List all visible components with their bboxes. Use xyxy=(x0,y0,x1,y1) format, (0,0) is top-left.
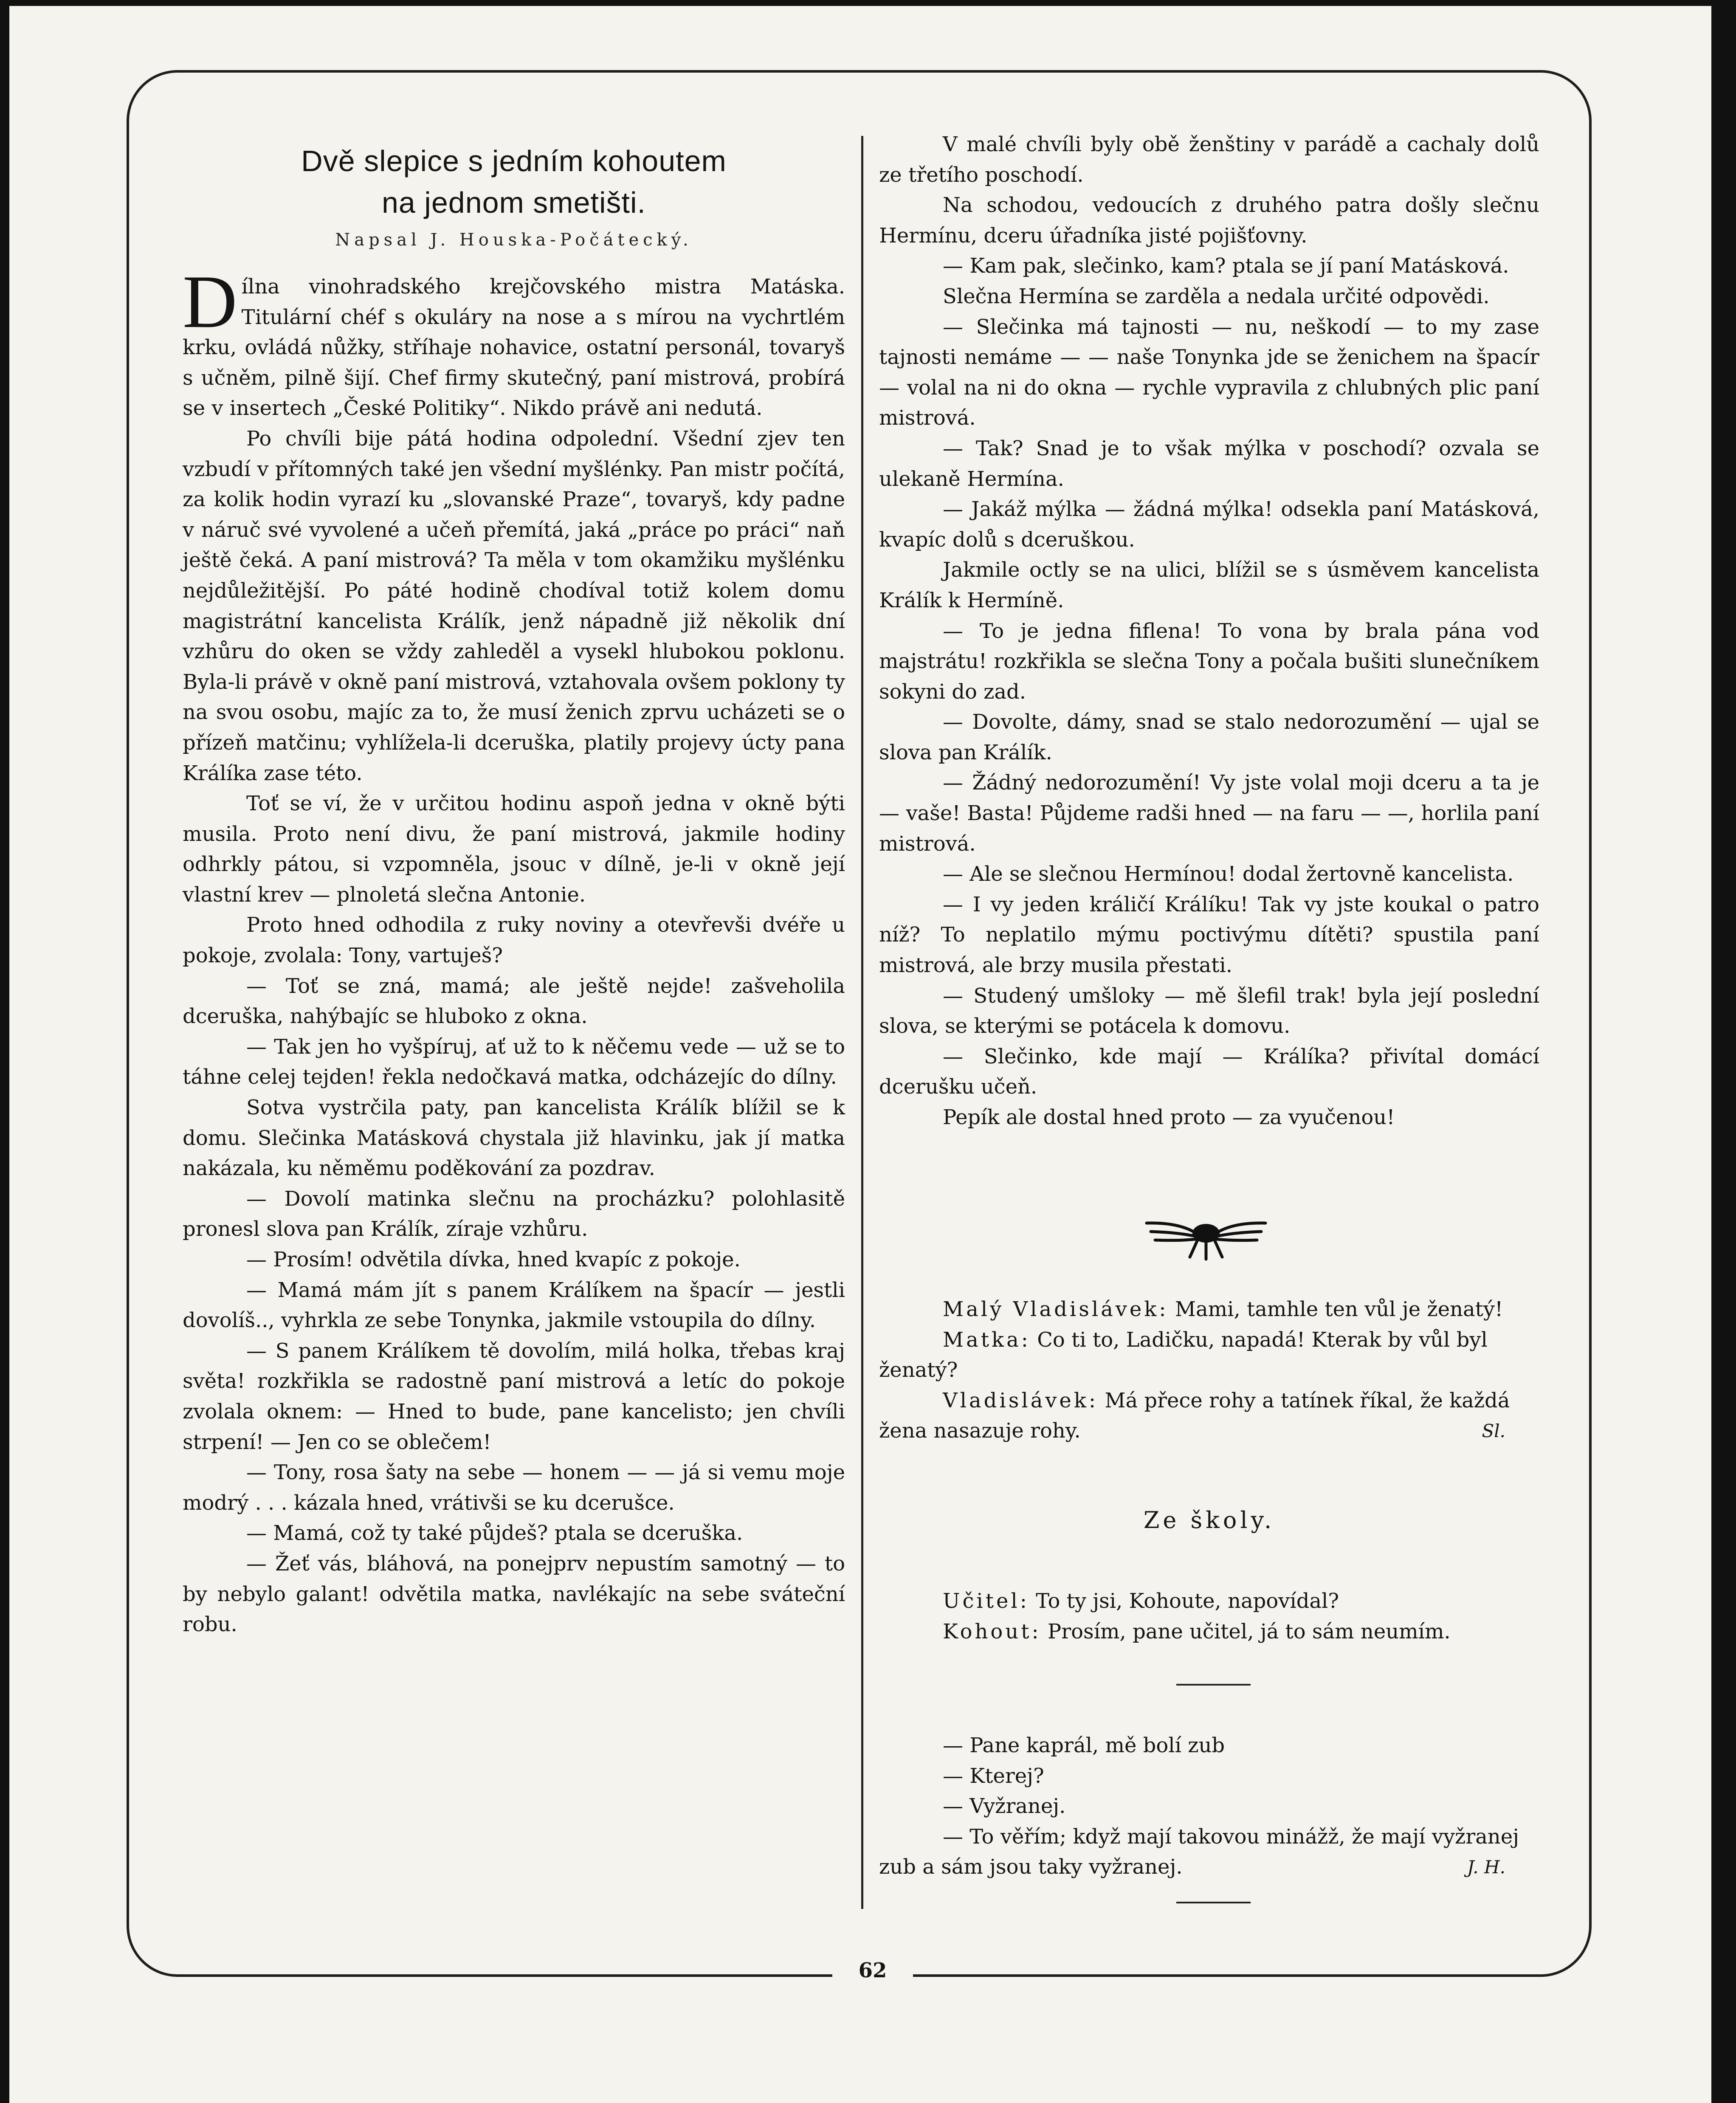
paragraph: Toť se ví, že v určitou hodinu aspoň jedna v okně býti musila. Proto není divu, že paní mistrová, jakmile hodiny odhrkly pátou, si vzpomněla, jsouc v dílně, je-li v okně její vlastní krev — plnoletá slečna Antonie. xyxy=(183,792,845,907)
paragraph: — Slečinka má tajnosti — nu, neškodí — to my zase tajnosti nemáme — — naše Tonynka jde se ženichem na špacír — volal na ni do okna — rychle vypravila z chlubných plic paní mistrová. xyxy=(879,315,1539,430)
signature: Sl. xyxy=(1482,1421,1505,1442)
dialogue-line xyxy=(879,1617,1539,1647)
paragraph: — Kam pak, slečinko, kam? ptala se jí paní Matásková. xyxy=(943,254,1509,278)
paragraph: Slečna Hermína se zarděla a nedala určité odpovědi. xyxy=(943,284,1490,308)
paragraph: — Dovolí matinka slečnu na procházku? polohlasitě pronesl slova pan Králík, zíraje vzhůru. xyxy=(183,1187,845,1241)
dialogue-line xyxy=(879,1325,1539,1386)
paragraph: — Toť se zná, mamá; ale ještě nejde! zašveholila dceruška, nahýbajíc se hluboko z okna. xyxy=(183,974,845,1029)
paragraph: Na schodou, vedoucích z druhého patra došly slečnu Hermínu, dceru úřadníka jisté pojišťovny. xyxy=(879,193,1539,248)
drop-cap: D xyxy=(183,259,237,344)
paragraph: — Žádný nedorozumění! Vy jste volal moji dceru a ta je — vaše! Basta! Půjdeme radši hned — na faru — —, horlila paní mistrová. xyxy=(879,771,1539,856)
paragraph: — Tony, rosa šaty na sebe — honem — — já si vemu moje modrý . . . kázala hned, vrátivši se ku dcerušce. xyxy=(183,1460,845,1515)
paragraph: — I vy jeden králičí Králíku! Tak vy jste koukal o patro níž? To neplatilo mýmu poctivýmu dítěti? spustila paní mistrová, ale brzy musila přestati. xyxy=(879,892,1539,978)
dialogue-line: — Pane kaprál, mě bolí zub xyxy=(943,1734,1225,1757)
paragraph: — Ale se slečnou Hermínou! dodal žertovně kancelista. xyxy=(943,862,1514,886)
paragraph: Jakmile octly se na ulici, blížil se s úsměvem kancelista Králík k Hermíně. xyxy=(879,558,1539,612)
signature: J. H. xyxy=(1467,1857,1505,1878)
paragraph: — Prosím! odvětila dívka, hned kvapíc z pokoje. xyxy=(246,1248,741,1271)
dialogue-line xyxy=(879,1586,1539,1617)
paragraph: Proto hned odhodila z ruky noviny a otevřevši dvéře u pokoje, zvolala: Tony, vartuješ? xyxy=(183,913,845,968)
section-title: Ze školy. xyxy=(1143,1507,1275,1534)
paragraph: — Slečinko, kde mají — Králíka? přivítal domácí dcerušku učeň. xyxy=(879,1044,1539,1099)
byline: Napsal J. Houska-Počátecký. xyxy=(335,230,693,250)
title-line-2: na jednom smetišti. xyxy=(381,186,646,219)
speaker: Učitel: xyxy=(943,1589,1029,1613)
paragraph: Sotva vystrčila paty, pan kancelista Králík blížil se k domu. Slečinka Matásková chystala již hlavinku, jak jí matka nakázala, ku něměmu poděkování za pozdrav. xyxy=(183,1096,845,1181)
separator-rule xyxy=(1176,1684,1251,1686)
speaker: Malý Vladislávek: xyxy=(943,1297,1169,1321)
anecdote-ze-skoly xyxy=(879,1586,1539,1647)
paragraph: — Mamá mám jít s panem Králíkem na špacír — jestli dovolíš.., vyhrkla ze sebe Tonynka, jakmile vstoupila do dílny. xyxy=(183,1278,845,1333)
line-text: To ty jsi, Kohoute, napovídal? xyxy=(1029,1589,1339,1613)
paragraph: — Tak? Snad je to však mýlka v poschodí? ozvala se ulekaně Hermína. xyxy=(879,436,1539,491)
line-text: Prosím, pane učitel, já to sám neumím. xyxy=(1041,1619,1451,1643)
line-text: Má přece rohy a tatínek říkal, že každá žena nasazuje rohy. xyxy=(879,1388,1510,1443)
title-line-1: Dvě slepice s jedním kohoutem xyxy=(301,144,727,178)
speaker: Kohout: xyxy=(943,1619,1041,1643)
paragraph: — To je jedna fiflena! To vona by brala pána vod majstrátu! rozkřikla se slečna Tony a počala bušiti slunečníkem sokyni do zad. xyxy=(879,619,1539,704)
anecdote-kapral xyxy=(879,1731,1539,1883)
paragraph: — S panem Králíkem tě dovolím, milá holka, třebas kraj světa! rozkřikla se radostně paní mistrová a letíc do pokoje zvolala oknem: — Hned to bude, pane kancelisto; jen chvíli strpení! — Jen co se oblečem! xyxy=(183,1339,845,1454)
paragraph: — Mamá, což ty také půjdeš? ptala se dceruška. xyxy=(246,1521,743,1545)
line-text: Co ti to, Ladičku, napadá! Kterak by vůl byl ženatý? xyxy=(879,1328,1488,1382)
paragraph: Pepík ale dostal hned proto — za vyučenou! xyxy=(943,1105,1395,1129)
speaker: Matka: xyxy=(943,1328,1031,1352)
dialogue-line xyxy=(879,1294,1539,1325)
line-text: Mami, tamhle ten vůl je ženatý! xyxy=(1168,1297,1503,1321)
scan-border-top xyxy=(0,0,1736,6)
dialogue-line xyxy=(879,1386,1539,1446)
first-paragraph-text: ílna vinohradského krejčovského mistra Matáska. Titulární chéf s okuláry na nose a s mírou na vychrtlém krku, ovládá nůžky, stříhaje nohavice, ostatní personál, tovaryš s učněm, pilně šijí. Chef firmy skutečný, paní mistrová, probírá se v insertech „České Politiky“. Nikdo právě ani nedutá. xyxy=(183,275,845,420)
anecdote-vladislavek xyxy=(879,1294,1539,1446)
speaker: Vladislávek: xyxy=(943,1388,1099,1412)
column-divider xyxy=(861,136,863,1909)
article-body xyxy=(183,259,845,1640)
paragraph: — Žeť vás, bláhová, na ponejprv nepustím samotný — to by nebylo galant! odvětila matka, navlékajíc na sebe sváteční robu. xyxy=(183,1551,845,1637)
dialogue-line xyxy=(879,1822,1539,1883)
scan-border-right xyxy=(1711,0,1736,2103)
paragraph: — Dovolte, dámy, snad se stalo nedorozumění — ujal se slova pan Králík. xyxy=(879,710,1539,764)
paragraph: Po chvíli bije pátá hodina odpolední. Všední zjev ten vzbudí v přítomných také jen všední myšlénky. Pan mistr počítá, za kolik hodin vyrazí ku „slovanské Praze“, tovaryš, kdy padne v náruč své vyvolené a učeň přemítá, jaká „práce po práci“ naň ještě čeká. A paní mistrová? Ta měla v tom okamžiku myšlénku nejdůležitější. Po páté hodině chodíval totiž kolem domu magistrátní kancelista Králík, jenž nápadně již několik dní vzhůru do oken se vždy zahleděl a vysekl hlubokou poklonu. Byla-li právě v okně paní mistrová, vztahovala ovšem poklony ty na svou osobu, majíc za to, že musí ženich zprvu ucházeti se o přízeň matčinu; vyhlížela-li dceruška, platily projevy úcty pana Králíka zase této. xyxy=(183,426,845,785)
scan-border-left xyxy=(0,0,9,2103)
paragraph: — Studený umšloky — mě šlefil trak! byla její poslední slova, se kterými se potácela k domovu. xyxy=(879,984,1539,1038)
dialogue-line: — Kterej? xyxy=(943,1764,1044,1788)
paragraph: — Tak jen ho vyšpíruj, ať už to k něčemu vede — už se to táhne celej tejden! řekla nedočkavá matka, odcházejíc do dílny. xyxy=(183,1035,845,1089)
line-text: — To věřím; když mají takovou minážž, že mají vyžranej zub a sám jsou taky vyžranej. xyxy=(879,1824,1519,1879)
dialogue-line: — Vyžranej. xyxy=(943,1794,1066,1818)
ornament-icon xyxy=(1142,1206,1270,1261)
article-title xyxy=(183,140,845,223)
separator-rule xyxy=(1176,1902,1251,1903)
first-paragraph xyxy=(183,259,845,424)
paragraph: — Jakáž mýlka — žádná mýlka! odsekla paní Matásková, kvapíc dolů s dceruškou. xyxy=(879,497,1539,552)
paragraph: V malé chvíli byly obě ženštiny v parádě a cachaly dolů ze třetího poschodí. xyxy=(879,132,1539,187)
page-number: 62 xyxy=(858,1959,887,1982)
article-continuation xyxy=(879,130,1539,1133)
